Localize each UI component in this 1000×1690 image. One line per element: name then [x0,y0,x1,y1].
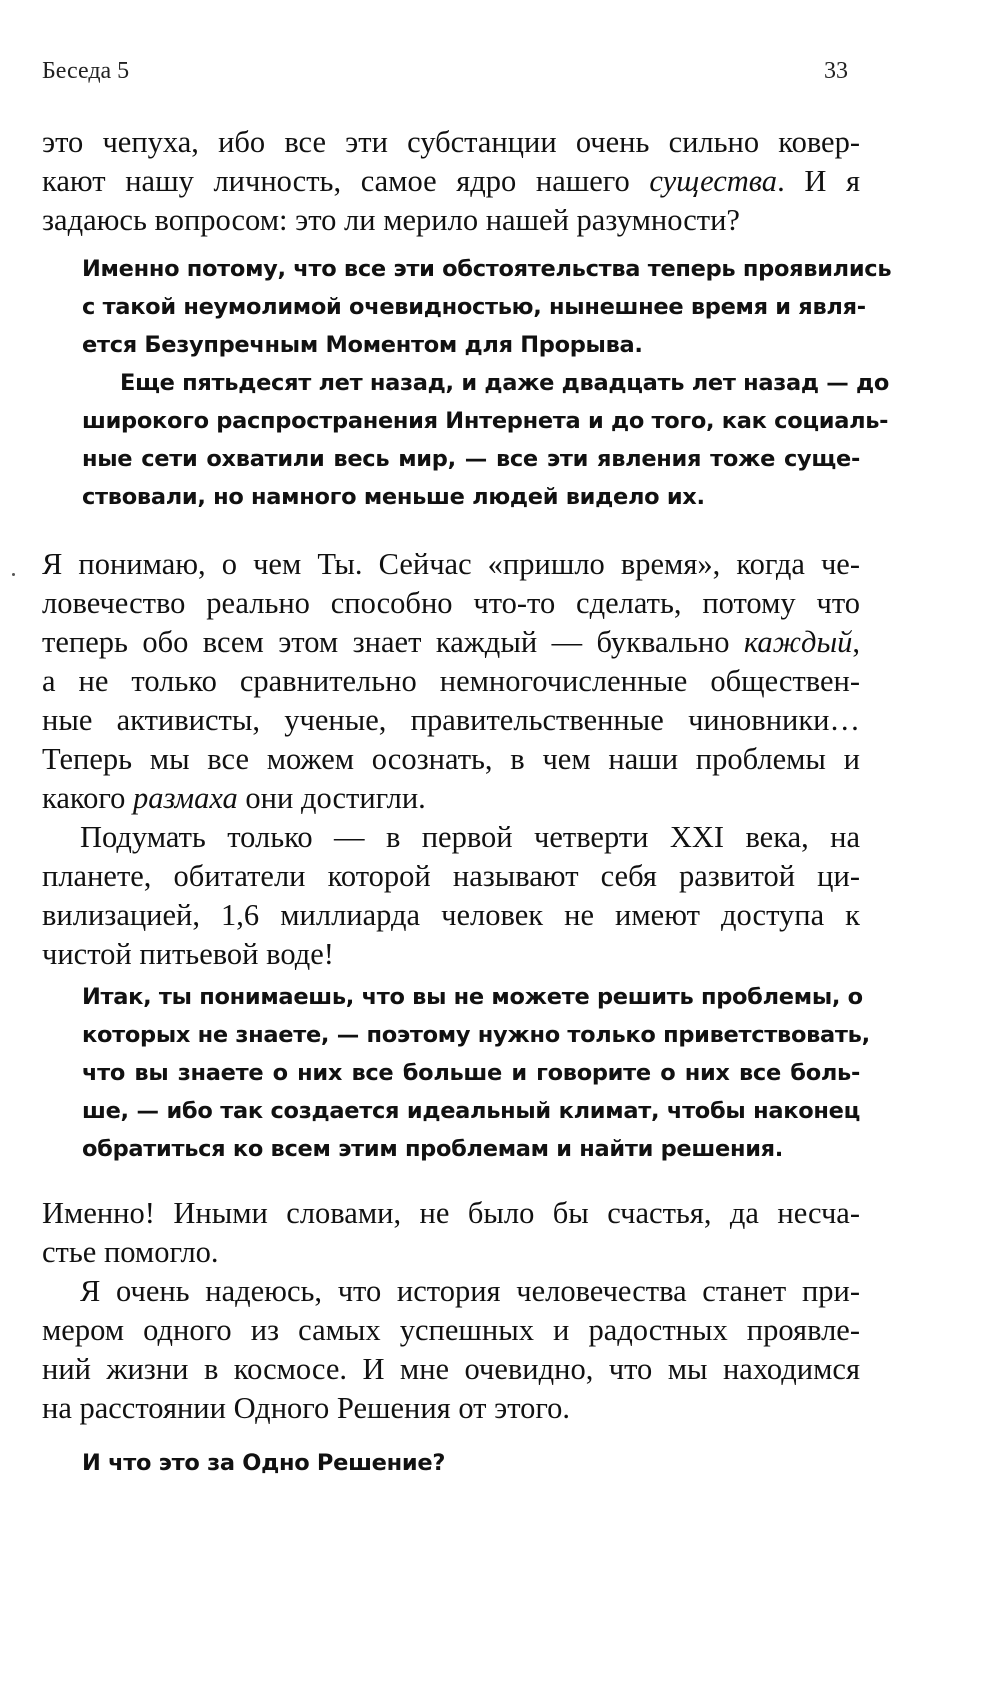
emphasis: размаха [133,781,238,815]
emphasis: существа [649,164,778,198]
text-line: ные сети охватили весь мир, — все эти явления тоже суще- [82,446,860,472]
text-line: Итак, ты понимаешь, что вы не можете решить проблемы, о [82,984,863,1010]
text-line: ствовали, но намного меньше людей видело их. [82,484,705,510]
text-line: теперь обо всем этом знает каждый — буквально каждый, [42,625,860,659]
text-line: стье помогло. [42,1235,219,1269]
text-line: чистой питьевой воде! [42,937,334,971]
text-line: Я очень надеюсь, что история человечества станет при- [80,1274,860,1308]
text-line: Именно потому, что все эти обстоятельства теперь проявились [82,256,892,282]
paragraph-questioner-3 [42,1194,860,1428]
text-line: обратиться ко всем этим проблемам и найти решения. [82,1136,784,1162]
text-line: какого размаха они достигли. [42,781,426,815]
paragraph-questioner-1 [42,123,860,240]
paragraph-answer-2 [82,978,870,1168]
text-line: Именно! Иными словами, не было бы счастья, да несча- [42,1196,860,1230]
text-line: задаюсь вопросом: это ли мерило нашей разумности? [42,203,740,237]
chapter-title: Беседа 5 [42,58,130,84]
text-line: Теперь мы все можем осознать, в чем наши проблемы и [42,742,860,776]
text-line: ловечество реально способно что-то сделать, потому что [42,586,860,620]
text-line: это чепуха, ибо все эти субстанции очень сильно ковер- [42,125,860,159]
text-line: Еще пятьдесят лет назад, и даже двадцать лет назад — до [120,370,890,396]
text-line: а не только сравнительно немногочисленные обществен- [42,664,860,698]
text-line: которых не знаете, — поэтому нужно только приветствовать, [82,1022,870,1048]
text-line: широкого распространения Интернета и до того, как социаль- [82,408,889,434]
scan-speck [12,573,15,576]
text-line: И что это за Одно Решение? [82,1450,446,1476]
page-header [42,58,848,85]
text-line: с такой неумолимой очевидностью, нынешнее время и явля- [82,294,866,320]
emphasis: каждый [743,625,853,659]
text-line: Я понимаю, о чем Ты. Сейчас «пришло время», когда че- [42,547,860,581]
paragraph-answer-1 [82,250,892,516]
paragraph-questioner-2 [42,545,860,974]
text-line: ний жизни в космосе. И мне очевидно, что мы находимся [42,1352,860,1386]
text-line: на расстоянии Одного Решения от этого. [42,1391,571,1425]
text-line: вилизацией, 1,6 миллиарда человек не имеют доступа к [42,898,860,932]
text-line: Подумать только — в первой четверти XXI века, на [80,820,860,854]
page-number: 33 [824,58,848,84]
text-line: ные активисты, ученые, правительственные чиновники… [42,703,860,737]
text-line: что вы знаете о них все больше и говорите о них все боль- [82,1060,860,1086]
text-line: ше, — ибо так создается идеальный климат, чтобы наконец [82,1098,860,1124]
text-line: кают нашу личность, самое ядро нашего существа. И я [42,164,860,198]
paragraph-answer-3 [82,1444,860,1482]
text-line: мером одного из самых успешных и радостных проявле- [42,1313,860,1347]
text-line: планете, обитатели которой называют себя развитой ци- [42,859,860,893]
text-line: ется Безупречным Моментом для Прорыва. [82,332,643,358]
